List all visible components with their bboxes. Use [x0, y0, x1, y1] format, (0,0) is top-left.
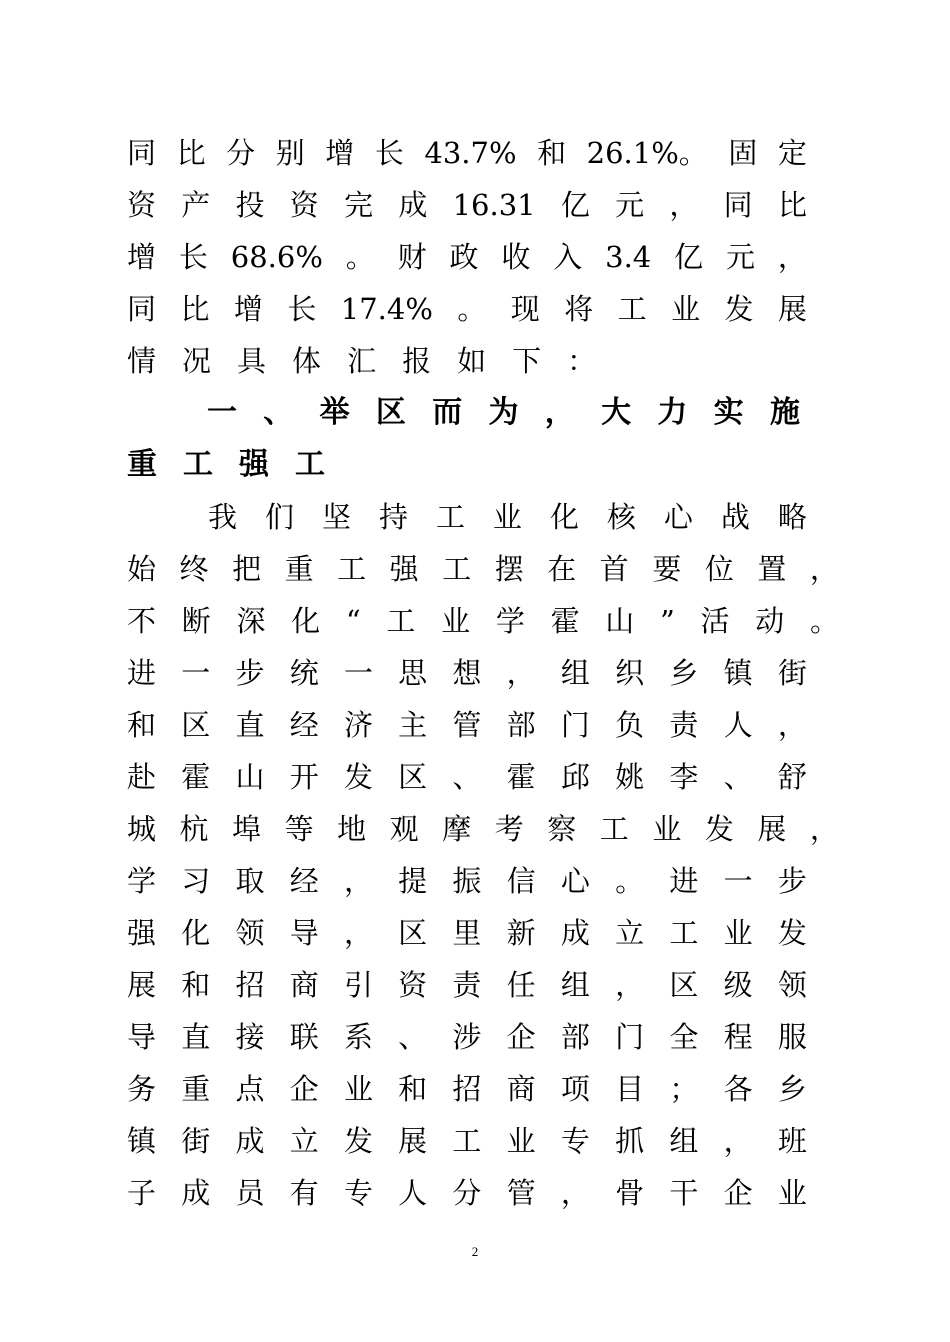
text-glyph: 资 — [127, 188, 157, 222]
text-glyph: 子 — [127, 1176, 157, 1210]
text-glyph: 。 — [457, 292, 487, 326]
text-glyph: 和 — [537, 136, 567, 170]
text-glyph: 商 — [506, 1072, 536, 1106]
text-glyph: 发 — [343, 1124, 373, 1158]
text-glyph: 工 — [452, 1124, 482, 1158]
text-glyph: 坚 — [321, 500, 351, 534]
text-glyph: 项 — [560, 1072, 590, 1106]
text-glyph: 们 — [264, 500, 294, 534]
text-glyph: 工 — [669, 916, 699, 950]
text-glyph: 立 — [615, 916, 645, 950]
text-glyph: 企 — [506, 1020, 536, 1054]
text-glyph: 一 — [723, 864, 753, 898]
text-glyph: 化 — [181, 916, 211, 950]
text-glyph: 强 — [389, 552, 419, 586]
text-glyph: 立 — [289, 1124, 319, 1158]
text-glyph: 首 — [599, 552, 629, 586]
paragraph-line — [127, 965, 807, 1005]
text-glyph: 区 — [181, 708, 211, 742]
text-glyph: 大 — [601, 395, 632, 430]
text-glyph: 新 — [506, 916, 536, 950]
text-glyph: 成 — [181, 1176, 211, 1210]
text-glyph: 舒 — [777, 760, 807, 794]
paragraph-line — [127, 1017, 807, 1057]
text-glyph: 工 — [183, 447, 213, 482]
paragraph-line — [127, 1069, 807, 1109]
text-glyph: ， — [777, 240, 807, 274]
text-glyph: 展 — [777, 292, 807, 326]
text-glyph: 汇 — [347, 344, 377, 378]
text-glyph: 人 — [723, 708, 753, 742]
text-glyph: ， — [809, 812, 839, 846]
text-glyph: ， — [343, 916, 373, 950]
text-glyph: 振 — [452, 864, 482, 898]
text-glyph: 断 — [181, 604, 211, 638]
paragraph-line — [127, 1121, 807, 1161]
text-glyph: 主 — [398, 708, 428, 742]
text-glyph: 报 — [402, 344, 432, 378]
text-glyph: 织 — [615, 656, 645, 690]
text-glyph: 成 — [398, 188, 428, 222]
text-glyph: 重 — [284, 552, 314, 586]
text-glyph: 发 — [724, 292, 754, 326]
text-glyph: ： — [567, 344, 597, 378]
text-glyph: 地 — [337, 812, 367, 846]
text-glyph: 心 — [560, 864, 590, 898]
text-glyph: 17.4% — [340, 292, 433, 326]
text-glyph: 学 — [495, 604, 525, 638]
paragraph-line — [127, 757, 807, 797]
text-glyph: 霍 — [181, 760, 211, 794]
text-glyph: 业 — [441, 604, 471, 638]
text-glyph: 。 — [615, 864, 645, 898]
text-glyph: 组 — [560, 656, 590, 690]
text-glyph: 长 — [374, 136, 404, 170]
text-glyph: 同 — [127, 292, 157, 326]
text-glyph: 比 — [176, 136, 206, 170]
text-glyph: 区 — [398, 760, 428, 794]
text-glyph: 直 — [235, 708, 265, 742]
text-glyph: 施 — [769, 395, 800, 430]
text-glyph: 持 — [378, 500, 408, 534]
text-glyph: 核 — [606, 500, 636, 534]
text-glyph: 别 — [275, 136, 305, 170]
text-glyph: 况 — [182, 344, 212, 378]
text-glyph: 任 — [506, 968, 536, 1002]
text-glyph: 如 — [457, 344, 487, 378]
paragraph-line — [127, 601, 839, 641]
text-glyph: 组 — [560, 968, 590, 1002]
text-glyph: 长 — [178, 240, 208, 274]
text-glyph: 一 — [181, 656, 211, 690]
text-glyph: 始 — [127, 552, 157, 586]
text-glyph: 和 — [398, 1072, 428, 1106]
paragraph-line — [127, 237, 807, 277]
text-glyph: 位 — [704, 552, 734, 586]
text-glyph: 产 — [181, 188, 211, 222]
text-glyph: 摆 — [494, 552, 524, 586]
paragraph-line — [127, 705, 807, 745]
text-glyph: 资 — [398, 968, 428, 1002]
text-glyph: 增 — [127, 240, 157, 274]
paragraph-line — [127, 653, 807, 693]
text-glyph: 和 — [181, 968, 211, 1002]
text-glyph: 全 — [669, 1020, 699, 1054]
text-glyph: “ — [345, 604, 361, 638]
text-glyph: 专 — [343, 1176, 373, 1210]
text-glyph: 长 — [287, 292, 317, 326]
text-glyph: 动 — [755, 604, 785, 638]
text-glyph: 、 — [723, 760, 753, 794]
text-glyph: 收 — [501, 240, 531, 274]
text-glyph: 招 — [452, 1072, 482, 1106]
text-glyph: ， — [544, 395, 575, 430]
text-glyph: 重 — [127, 447, 157, 482]
text-glyph: 门 — [560, 708, 590, 742]
text-glyph: 工 — [386, 604, 416, 638]
text-glyph: 和 — [127, 708, 157, 742]
text-glyph: 现 — [510, 292, 540, 326]
paragraph-line — [208, 497, 807, 537]
text-glyph: 置 — [757, 552, 787, 586]
text-glyph: 要 — [652, 552, 682, 586]
paragraph-line — [127, 133, 807, 173]
text-glyph: 涉 — [452, 1020, 482, 1054]
text-glyph: 联 — [289, 1020, 319, 1054]
text-glyph: ， — [723, 1124, 753, 1158]
text-glyph: 工 — [599, 812, 629, 846]
text-glyph: 亿 — [560, 188, 590, 222]
text-glyph: 乡 — [669, 656, 699, 690]
text-glyph: 、 — [452, 760, 482, 794]
text-glyph: 一 — [207, 395, 237, 430]
text-glyph: 组 — [669, 1124, 699, 1158]
text-glyph: 比 — [180, 292, 210, 326]
text-glyph: 发 — [777, 916, 807, 950]
text-glyph: 乡 — [777, 1072, 807, 1106]
text-glyph: 具 — [237, 344, 267, 378]
text-glyph: 将 — [564, 292, 594, 326]
text-glyph: 引 — [343, 968, 373, 1002]
text-glyph: 区 — [669, 968, 699, 1002]
text-glyph: 增 — [325, 136, 355, 170]
text-glyph: 体 — [292, 344, 322, 378]
text-glyph: 考 — [494, 812, 524, 846]
text-glyph: 深 — [236, 604, 266, 638]
text-glyph: 想 — [452, 656, 482, 690]
page-number: 2 — [471, 1244, 479, 1259]
text-glyph: 增 — [233, 292, 263, 326]
text-glyph: 服 — [777, 1020, 807, 1054]
text-glyph: 导 — [289, 916, 319, 950]
text-glyph: ， — [669, 188, 699, 222]
text-glyph: 经 — [289, 864, 319, 898]
text-glyph: 级 — [723, 968, 753, 1002]
paragraph-line — [127, 1173, 807, 1213]
text-glyph: 财 — [397, 240, 427, 274]
text-glyph: 责 — [669, 708, 699, 742]
text-glyph: 接 — [235, 1020, 265, 1054]
text-glyph: 工 — [617, 292, 647, 326]
text-glyph: 学 — [127, 864, 157, 898]
section-heading — [127, 445, 807, 485]
text-glyph: 完 — [344, 188, 374, 222]
text-glyph: 展 — [127, 968, 157, 1002]
text-glyph: 观 — [389, 812, 419, 846]
text-glyph: 系 — [343, 1020, 373, 1054]
text-glyph: 霍 — [550, 604, 580, 638]
paragraph-line — [127, 809, 839, 849]
text-glyph: 业 — [652, 812, 682, 846]
text-glyph: 工 — [442, 552, 472, 586]
text-glyph: 我 — [208, 500, 238, 534]
text-glyph: 员 — [235, 1176, 265, 1210]
text-glyph: 43.7% — [424, 136, 517, 170]
text-glyph: 抓 — [615, 1124, 645, 1158]
text-glyph: 举 — [319, 395, 350, 430]
text-glyph: 工 — [435, 500, 465, 534]
text-glyph: 专 — [560, 1124, 590, 1158]
text-glyph: ， — [506, 656, 536, 690]
text-glyph: 发 — [343, 760, 373, 794]
text-glyph: 比 — [777, 188, 807, 222]
text-glyph: 展 — [757, 812, 787, 846]
text-glyph: 资 — [289, 188, 319, 222]
text-glyph: 战 — [720, 500, 750, 534]
text-glyph: 邱 — [560, 760, 590, 794]
text-glyph: 元 — [615, 188, 645, 222]
text-glyph: 略 — [777, 500, 807, 534]
text-glyph: 实 — [713, 395, 744, 430]
text-glyph: 工 — [337, 552, 367, 586]
text-glyph: 化 — [291, 604, 321, 638]
text-glyph: 商 — [289, 968, 319, 1002]
text-glyph: 进 — [127, 656, 157, 690]
text-glyph: 业 — [723, 916, 753, 950]
text-glyph: 有 — [289, 1176, 319, 1210]
paragraph-line — [127, 913, 807, 953]
text-glyph: 赴 — [127, 760, 157, 794]
text-glyph: 点 — [235, 1072, 265, 1106]
text-glyph: 而 — [432, 395, 463, 430]
text-glyph: 领 — [777, 968, 807, 1002]
text-glyph: 业 — [671, 292, 701, 326]
text-glyph: 姚 — [615, 760, 645, 794]
paragraph-line — [127, 861, 807, 901]
text-glyph: 区 — [398, 916, 428, 950]
text-glyph: ， — [343, 864, 373, 898]
text-glyph: 16.31 — [452, 188, 536, 222]
text-glyph: 城 — [127, 812, 157, 846]
text-glyph: 山 — [605, 604, 635, 638]
text-glyph: 骨 — [615, 1176, 645, 1210]
text-glyph: 导 — [127, 1020, 157, 1054]
text-glyph: 干 — [669, 1176, 699, 1210]
text-glyph: 招 — [235, 968, 265, 1002]
text-glyph: 步 — [777, 864, 807, 898]
text-glyph: 企 — [289, 1072, 319, 1106]
text-glyph: 业 — [343, 1072, 373, 1106]
text-glyph: 入 — [553, 240, 583, 274]
paragraph-line — [127, 185, 807, 225]
text-glyph: 强 — [127, 916, 157, 950]
text-glyph: ， — [615, 968, 645, 1002]
text-glyph: 企 — [723, 1176, 753, 1210]
text-glyph: 管 — [506, 1176, 536, 1210]
text-glyph: 李 — [669, 760, 699, 794]
text-glyph: 。 — [345, 240, 375, 274]
text-glyph: 发 — [704, 812, 734, 846]
text-glyph: 班 — [777, 1124, 807, 1158]
text-glyph: 目 — [615, 1072, 645, 1106]
text-glyph: 进 — [669, 864, 699, 898]
text-glyph: 、 — [263, 395, 294, 430]
text-glyph: 习 — [181, 864, 211, 898]
text-glyph: 直 — [181, 1020, 211, 1054]
text-glyph: 负 — [615, 708, 645, 742]
text-glyph: 3.4 — [605, 240, 652, 274]
text-glyph: 元 — [725, 240, 755, 274]
text-glyph: 下 — [512, 344, 542, 378]
text-glyph: ， — [777, 708, 807, 742]
text-glyph: 终 — [179, 552, 209, 586]
text-glyph: 重 — [181, 1072, 211, 1106]
text-glyph: 分 — [452, 1176, 482, 1210]
text-glyph: 68.6% — [230, 240, 323, 274]
text-glyph: 成 — [560, 916, 590, 950]
text-glyph: 等 — [284, 812, 314, 846]
text-glyph: 务 — [127, 1072, 157, 1106]
text-glyph: 为 — [488, 395, 519, 430]
text-glyph: 业 — [492, 500, 522, 534]
text-glyph: 业 — [777, 1176, 807, 1210]
text-glyph: 投 — [235, 188, 265, 222]
text-glyph: 、 — [398, 1020, 428, 1054]
text-glyph: 思 — [398, 656, 428, 690]
text-glyph: 取 — [235, 864, 265, 898]
text-glyph: 定 — [777, 136, 807, 170]
text-glyph: 亿 — [674, 240, 704, 274]
text-glyph: 活 — [700, 604, 730, 638]
paragraph-line — [127, 341, 807, 381]
paragraph-line — [127, 289, 807, 329]
text-glyph: 固 — [728, 136, 758, 170]
text-glyph: 部 — [560, 1020, 590, 1054]
text-glyph: 力 — [657, 395, 688, 430]
text-glyph: 展 — [398, 1124, 428, 1158]
text-glyph: 霍 — [506, 760, 536, 794]
text-glyph: ” — [660, 604, 675, 638]
text-glyph: 强 — [239, 447, 269, 482]
text-glyph: 不 — [127, 604, 157, 638]
text-glyph: ， — [809, 552, 839, 586]
text-glyph: 镇 — [127, 1124, 157, 1158]
text-glyph: 镇 — [723, 656, 753, 690]
text-glyph: ， — [560, 1176, 590, 1210]
text-glyph: 情 — [127, 344, 157, 378]
text-glyph: 经 — [289, 708, 319, 742]
text-glyph: 提 — [398, 864, 428, 898]
section-heading — [207, 393, 800, 433]
text-glyph: 开 — [289, 760, 319, 794]
text-glyph: 工 — [295, 447, 325, 482]
text-glyph: 同 — [723, 188, 753, 222]
paragraph-line — [127, 549, 839, 589]
text-glyph: 同 — [127, 136, 157, 170]
text-glyph: 步 — [235, 656, 265, 690]
text-glyph: 部 — [506, 708, 536, 742]
text-glyph: 业 — [506, 1124, 536, 1158]
text-glyph: 。 — [809, 604, 839, 638]
text-glyph: 分 — [226, 136, 256, 170]
text-glyph: 街 — [181, 1124, 211, 1158]
text-glyph: 领 — [235, 916, 265, 950]
text-glyph: 统 — [289, 656, 319, 690]
text-glyph: 化 — [549, 500, 579, 534]
text-glyph: 埠 — [232, 812, 262, 846]
text-glyph: 成 — [235, 1124, 265, 1158]
text-glyph: 责 — [452, 968, 482, 1002]
text-glyph: 政 — [449, 240, 479, 274]
text-glyph: 人 — [398, 1176, 428, 1210]
text-glyph: 济 — [343, 708, 373, 742]
text-glyph: 察 — [547, 812, 577, 846]
text-glyph: 在 — [547, 552, 577, 586]
text-glyph: 区 — [375, 395, 406, 430]
text-glyph: 心 — [663, 500, 693, 534]
text-glyph: 程 — [723, 1020, 753, 1054]
text-glyph: 摩 — [442, 812, 472, 846]
text-glyph: 门 — [615, 1020, 645, 1054]
text-glyph: 信 — [506, 864, 536, 898]
text-glyph: 一 — [343, 656, 373, 690]
text-glyph: 街 — [777, 656, 807, 690]
text-glyph: 26.1%。 — [586, 136, 708, 170]
text-glyph: 把 — [232, 552, 262, 586]
text-glyph: 各 — [723, 1072, 753, 1106]
text-glyph: 杭 — [179, 812, 209, 846]
text-glyph: 管 — [452, 708, 482, 742]
text-glyph: 山 — [235, 760, 265, 794]
text-glyph: 里 — [452, 916, 482, 950]
text-glyph: ； — [669, 1072, 699, 1106]
